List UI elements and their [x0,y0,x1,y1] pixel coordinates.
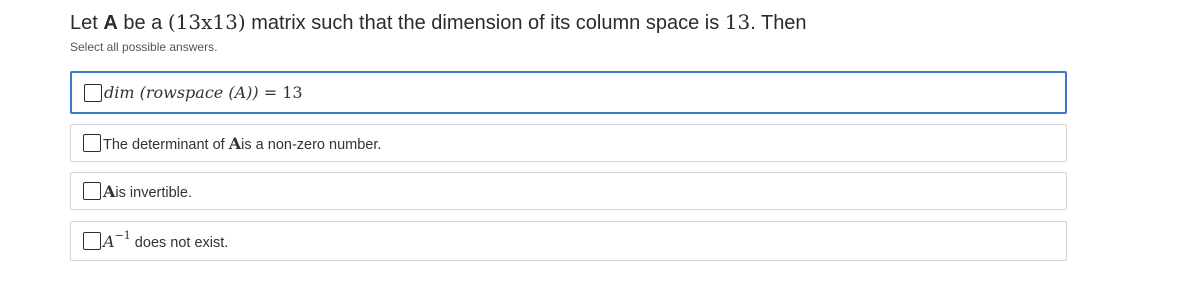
matrix-size: (13x13) [167,10,246,34]
option-3-label [103,182,192,201]
matrix-symbol: A [103,12,118,34]
option-2-label [103,134,381,153]
question-middle: be a [117,12,168,34]
option-2-matrix-symbol: A [228,133,242,153]
checkbox[interactable] [84,84,102,102]
option-1-math-left: dim (rowspace (A)) [104,83,259,102]
option-1-equals: = [258,83,283,102]
option-1-label [104,83,303,102]
question-title [70,8,1070,37]
checkbox[interactable] [83,134,101,152]
option-4-label [103,231,228,251]
option-4-text-after: does not exist. [130,234,229,251]
question-instructions: Select all possible answers. [70,40,218,54]
option-2-text-before: The determinant of [103,136,229,153]
answer-option-3[interactable] [70,172,1067,210]
answer-option-4[interactable] [70,221,1067,261]
answer-option-2[interactable] [70,124,1067,162]
option-3-matrix-symbol: A [103,181,116,201]
option-4-base: A [103,231,115,251]
option-4-exponent: −1 [114,229,131,243]
option-3-text-after: is invertible. [115,184,192,201]
answer-option-1[interactable] [70,71,1067,114]
question-rest: matrix such that the dimension of its column space is [245,12,725,34]
question-block [70,8,1070,54]
option-2-text-after: is a non-zero number. [241,136,382,153]
checkbox[interactable] [83,182,101,200]
question-prefix: Let [70,12,104,34]
question-suffix: . Then [750,12,807,34]
checkbox[interactable] [83,232,101,250]
column-space-dimension: 13 [724,10,751,34]
option-1-math-right: 13 [282,83,303,102]
